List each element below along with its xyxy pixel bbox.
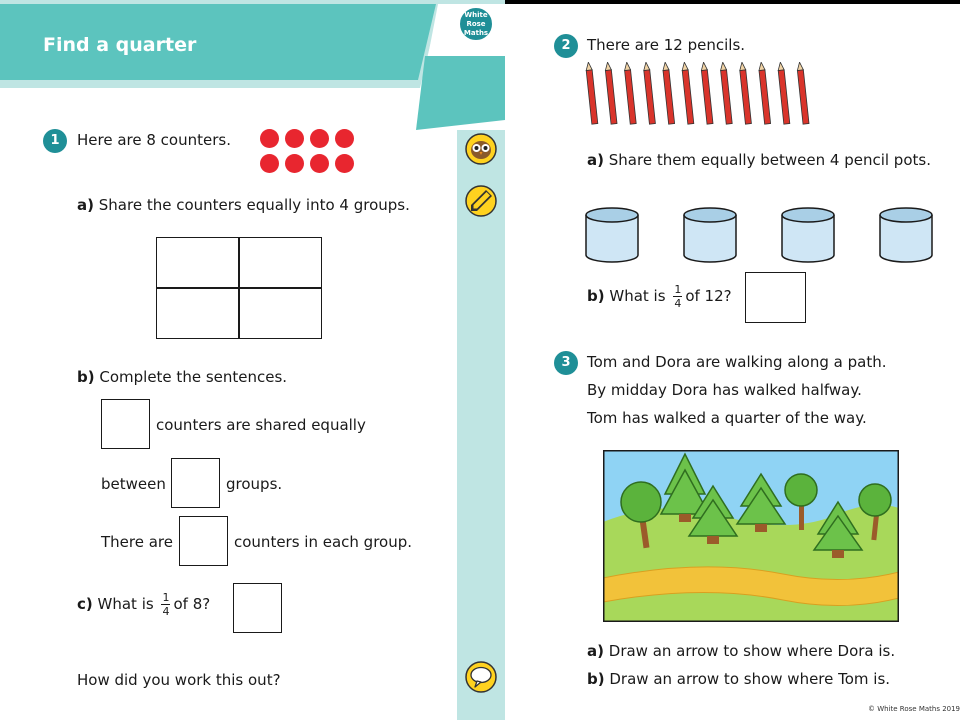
fraction-numerator: 1 xyxy=(674,283,682,296)
question-2a xyxy=(587,151,931,169)
pencil xyxy=(681,62,693,124)
pencil xyxy=(739,62,751,124)
part-text: Draw an arrow to show where Tom is. xyxy=(609,670,891,688)
question-3-line-3: Tom has walked a quarter of the way. xyxy=(587,409,867,427)
answer-box[interactable] xyxy=(745,272,806,323)
pencil-pot xyxy=(586,208,638,262)
grid-divider-horizontal xyxy=(157,287,321,289)
question-3b xyxy=(587,670,890,688)
counter xyxy=(260,154,279,173)
pencil xyxy=(662,62,674,124)
counter xyxy=(335,129,354,148)
counter xyxy=(310,129,329,148)
part-text: Draw an arrow to show where Dora is. xyxy=(608,642,896,660)
fraction xyxy=(673,284,682,309)
sentence-3-pre: There are xyxy=(101,533,173,551)
question-3a xyxy=(587,642,895,660)
fraction xyxy=(161,592,170,617)
page-title: Find a quarter xyxy=(43,34,197,56)
question-2b xyxy=(587,284,732,309)
pencils-group xyxy=(585,62,815,128)
white-rose-maths-logo: White Rose Maths xyxy=(458,6,494,42)
pencil xyxy=(701,62,713,124)
pencil xyxy=(777,62,789,124)
part-label: c) xyxy=(77,595,93,613)
margin-strip xyxy=(457,130,505,720)
question-3-line-1: Tom and Dora are walking along a path. xyxy=(587,353,887,371)
pencil xyxy=(585,62,597,124)
pencil xyxy=(758,62,770,124)
answer-box[interactable] xyxy=(233,583,282,633)
counter xyxy=(285,154,304,173)
followup-question: How did you work this out? xyxy=(77,671,281,689)
part-label: b) xyxy=(587,670,605,688)
pencil xyxy=(605,62,617,124)
answer-box[interactable] xyxy=(101,399,150,449)
sentence-3-post: counters in each group. xyxy=(234,533,413,551)
pencil-pot xyxy=(880,208,932,262)
part-label: a) xyxy=(587,642,604,660)
part-text-post: of 12? xyxy=(685,287,732,305)
sentence-1-text: counters are shared equally xyxy=(156,416,366,434)
part-text-pre: What is xyxy=(609,287,666,305)
question-1c xyxy=(77,592,210,617)
part-label: a) xyxy=(77,196,94,214)
fraction-numerator: 1 xyxy=(162,591,170,604)
fraction-denominator: 4 xyxy=(162,605,170,618)
part-text: Share them equally between 4 pencil pots. xyxy=(608,151,931,169)
question-3-number: 3 xyxy=(554,351,578,375)
speech-bubble-icon xyxy=(464,660,498,694)
part-text: Share the counters equally into 4 groups. xyxy=(98,196,410,214)
part-label: a) xyxy=(587,151,604,169)
sentence-2-pre: between xyxy=(101,475,166,493)
pencil-pot xyxy=(684,208,736,262)
top-rule xyxy=(505,0,960,4)
pencil xyxy=(720,62,732,124)
counter xyxy=(335,154,354,173)
pencil xyxy=(624,62,636,124)
counter xyxy=(260,129,279,148)
part-text-pre: What is xyxy=(97,595,154,613)
pencil xyxy=(643,62,655,124)
counter xyxy=(285,129,304,148)
part-text-post: of 8? xyxy=(173,595,211,613)
question-1a xyxy=(77,196,410,214)
pencil-pot xyxy=(782,208,834,262)
answer-box[interactable] xyxy=(171,458,220,508)
question-1b xyxy=(77,368,287,386)
header-banner xyxy=(0,0,505,135)
part-text: Complete the sentences. xyxy=(99,368,288,386)
pencil-icon xyxy=(464,184,498,218)
answer-box[interactable] xyxy=(179,516,228,566)
path-landscape-illustration[interactable] xyxy=(603,450,899,622)
part-label: b) xyxy=(77,368,95,386)
copyright-footer: © White Rose Maths 2019 xyxy=(868,705,960,713)
question-1-text: Here are 8 counters. xyxy=(77,131,231,149)
grouping-grid[interactable] xyxy=(156,237,322,339)
fraction-denominator: 4 xyxy=(674,297,682,310)
counter xyxy=(310,154,329,173)
pencil-pots-group xyxy=(580,205,945,267)
owl-icon xyxy=(464,132,498,166)
question-2-text: There are 12 pencils. xyxy=(587,36,746,54)
question-2-number: 2 xyxy=(554,34,578,58)
question-3-line-2: By midday Dora has walked halfway. xyxy=(587,381,862,399)
part-label: b) xyxy=(587,287,605,305)
pencil xyxy=(797,62,809,124)
sentence-2-post: groups. xyxy=(226,475,283,493)
question-1-number: 1 xyxy=(43,129,67,153)
